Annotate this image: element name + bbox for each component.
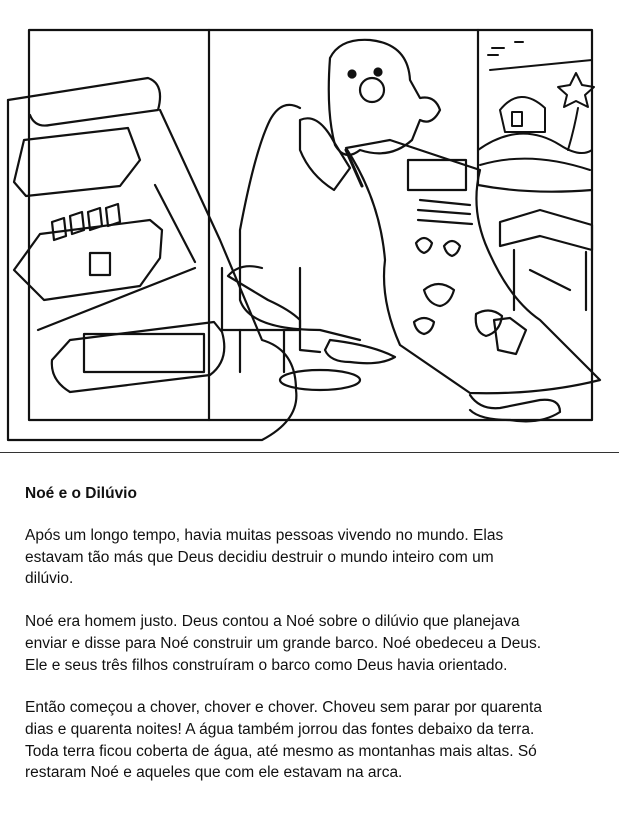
paragraph-line: estavam tão más que Deus decidiu destruir o mundo inteiro com um xyxy=(25,548,494,566)
paragraph-1 xyxy=(25,525,600,590)
noah-figure xyxy=(222,40,440,390)
section-divider xyxy=(0,452,619,453)
paragraph-line: enviar e disse para Noé construir um grande barco. Noé obedeceu a Deus. xyxy=(25,634,542,652)
paragraph-line: restaram Noé e aqueles que com ele estavam na arca. xyxy=(25,764,403,782)
paragraph-line: Toda terra ficou coberta de água, até mesmo as montanhas mais altas. Só xyxy=(25,742,537,760)
paragraph-line: Então começou a chover, chover e chover. Choveu sem parar por quarenta xyxy=(25,699,542,717)
ark-blueprint-scroll xyxy=(8,78,296,440)
paragraph-line: dias e quarenta noites! A água também jorrou das fontes debaixo da terra. xyxy=(25,720,535,738)
paragraph-line: dilúvio. xyxy=(25,570,74,588)
story-text xyxy=(25,484,600,805)
paragraph-3 xyxy=(25,697,600,784)
paragraph-2 xyxy=(25,611,600,676)
paragraph-line: Noé era homem justo. Deus contou a Noé sobre o dilúvio que planejava xyxy=(25,613,520,631)
workbench xyxy=(500,210,592,310)
paragraph-line: Ele e seus três filhos construíram o barco como Deus havia orientado. xyxy=(25,656,508,674)
story-title: Noé e o Dilúvio xyxy=(25,485,137,502)
ark-plans-paper xyxy=(346,140,600,421)
window-landscape xyxy=(478,42,594,170)
paragraph-line: Após um longo tempo, havia muitas pessoas vivendo no mundo. Elas xyxy=(25,527,504,544)
